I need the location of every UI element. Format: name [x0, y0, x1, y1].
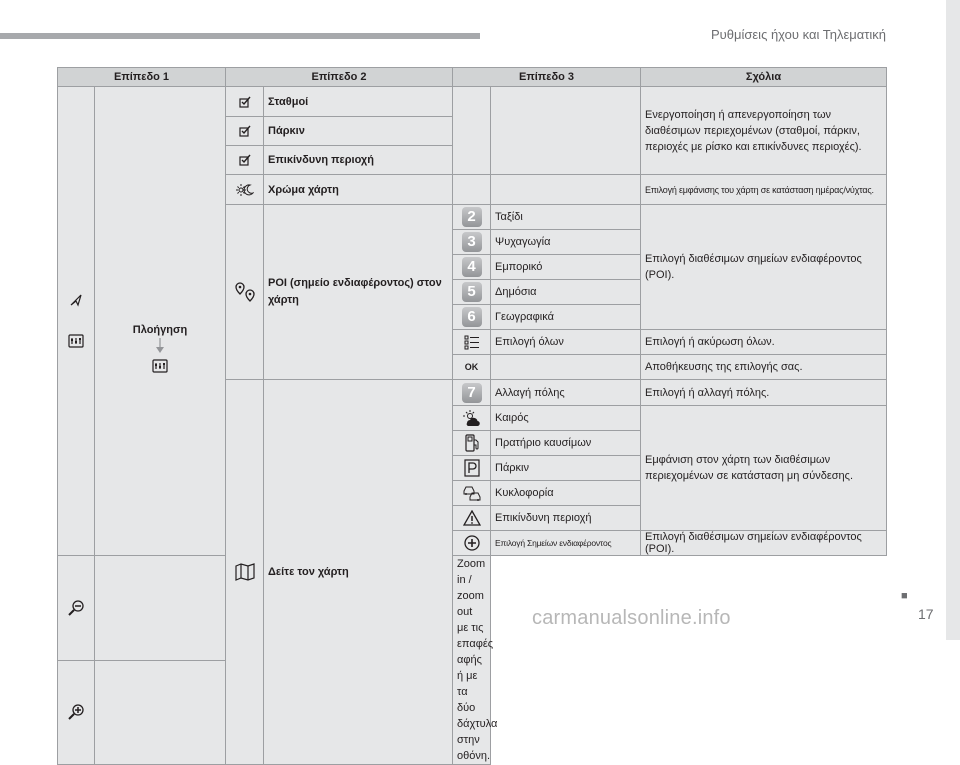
empty-cell — [453, 175, 491, 205]
numbered-badge: 5 — [453, 280, 491, 305]
column-header: Επίπεδο 2 — [226, 68, 453, 87]
option-label[interactable]: POI (σημείο ενδιαφέροντος) στον χάρτη — [264, 205, 453, 380]
zoom-out-icon[interactable] — [58, 556, 95, 661]
down-arrow-icon — [155, 338, 165, 354]
select-all-icon[interactable] — [453, 330, 491, 355]
checkbox-icon[interactable] — [226, 87, 264, 117]
option-label[interactable]: Χρώμα χάρτη — [264, 175, 453, 205]
option-comment: Επιλογή ή αλλαγή πόλης. — [641, 380, 887, 406]
empty-cell — [491, 87, 641, 175]
level1-cell — [58, 87, 95, 556]
warning-icon[interactable] — [453, 506, 491, 531]
table-row — [58, 556, 887, 661]
list-item[interactable]: Κυκλοφορία — [491, 481, 641, 506]
option-comment: Επιλογή διαθέσιμων σημείων ενδιαφέροντος (POI). — [641, 205, 887, 330]
empty-cell — [491, 175, 641, 205]
fuel-pump-icon[interactable] — [453, 431, 491, 456]
list-item[interactable]: Αλλαγή πόλης — [491, 380, 641, 406]
option-label[interactable]: Δείτε τον χάρτη — [264, 380, 453, 765]
list-item[interactable]: Ταξίδι — [491, 205, 641, 230]
table-row — [58, 87, 887, 117]
checkbox-icon[interactable] — [226, 146, 264, 175]
empty-cell — [95, 556, 226, 661]
settings-table — [57, 67, 887, 765]
watermark: carmanualsonline.info — [532, 607, 731, 629]
list-item[interactable]: Πάρκιν — [491, 456, 641, 481]
page-number: 17 — [918, 606, 934, 622]
option-comment: Zoom in / zoom out με τις επαφές αφής ή με τα δύο δάχτυλα στην οθόνη. — [453, 556, 491, 765]
zoom-in-icon[interactable] — [58, 660, 95, 765]
option-comment: Επιλογή εμφάνισης του χάρτη σε κατάσταση ημέρας/νύχτας. — [641, 175, 887, 205]
option-comment: Επιλογή ή ακύρωση όλων. — [641, 330, 887, 355]
empty-cell — [491, 355, 641, 380]
column-header: Σχόλια — [641, 68, 887, 87]
day-night-icon[interactable] — [226, 175, 264, 205]
level2-cell — [95, 87, 226, 556]
list-item[interactable]: Ψυχαγωγία — [491, 230, 641, 255]
numbered-badge: 3 — [453, 230, 491, 255]
poi-icon[interactable] — [226, 205, 264, 380]
table-header-row — [58, 68, 887, 87]
add-poi-icon[interactable] — [453, 531, 491, 556]
parking-icon[interactable] — [453, 456, 491, 481]
option-label[interactable]: Σταθμοί — [264, 87, 453, 117]
settings-icon — [99, 358, 221, 374]
column-header: Επίπεδο 3 — [453, 68, 641, 87]
ok-button[interactable]: OK — [453, 355, 491, 380]
option-comment: Αποθήκευσης της επιλογής σας. — [641, 355, 887, 380]
checkbox-icon[interactable] — [226, 117, 264, 146]
list-item[interactable]: Εμπορικό — [491, 255, 641, 280]
page-bullet: ■ — [901, 590, 908, 602]
list-item[interactable]: Καιρός — [491, 406, 641, 431]
numbered-badge: 7 — [453, 380, 491, 406]
settings-icon — [62, 333, 90, 349]
list-item[interactable]: Πρατήριο καυσίμων — [491, 431, 641, 456]
weather-icon[interactable] — [453, 406, 491, 431]
traffic-icon[interactable] — [453, 481, 491, 506]
side-strip — [946, 0, 960, 640]
list-item[interactable]: Επικίνδυνη περιοχή — [491, 506, 641, 531]
option-label[interactable]: Πάρκιν — [264, 117, 453, 146]
level2-label: Πλοήγηση — [132, 324, 188, 336]
list-item[interactable]: Επιλογή Σημείων ενδιαφέροντος — [491, 531, 641, 556]
top-rule — [0, 33, 480, 39]
empty-cell — [453, 87, 491, 175]
numbered-badge: 4 — [453, 255, 491, 280]
list-item[interactable]: Γεωγραφικά — [491, 305, 641, 330]
option-comment: Εμφάνιση στον χάρτη των διαθέσιμων περιεχομένων σε κατάσταση μη σύνδεσης. — [641, 406, 887, 531]
option-comment: Επιλογή διαθέσιμων σημείων ενδιαφέροντος (POI). — [641, 531, 887, 556]
column-header: Επίπεδο 1 — [58, 68, 226, 87]
page-header-title: Ρυθμίσεις ήχου και Τηλεματική — [710, 27, 886, 42]
empty-cell — [95, 660, 226, 765]
list-item[interactable]: Δημόσια — [491, 280, 641, 305]
option-comment: Ενεργοποίηση ή απενεργοποίηση των διαθέσιμων περιεχομένων (σταθμοί, πάρκιν, περιοχές με ρίσκο και επικίνδυνες περιοχές). — [641, 87, 887, 175]
map-icon[interactable] — [226, 380, 264, 765]
numbered-badge: 6 — [453, 305, 491, 330]
numbered-badge: 2 — [453, 205, 491, 230]
navigation-arrow-icon — [62, 293, 90, 307]
list-item[interactable]: Επιλογή όλων — [491, 330, 641, 355]
option-label[interactable]: Επικίνδυνη περιοχή — [264, 146, 453, 175]
